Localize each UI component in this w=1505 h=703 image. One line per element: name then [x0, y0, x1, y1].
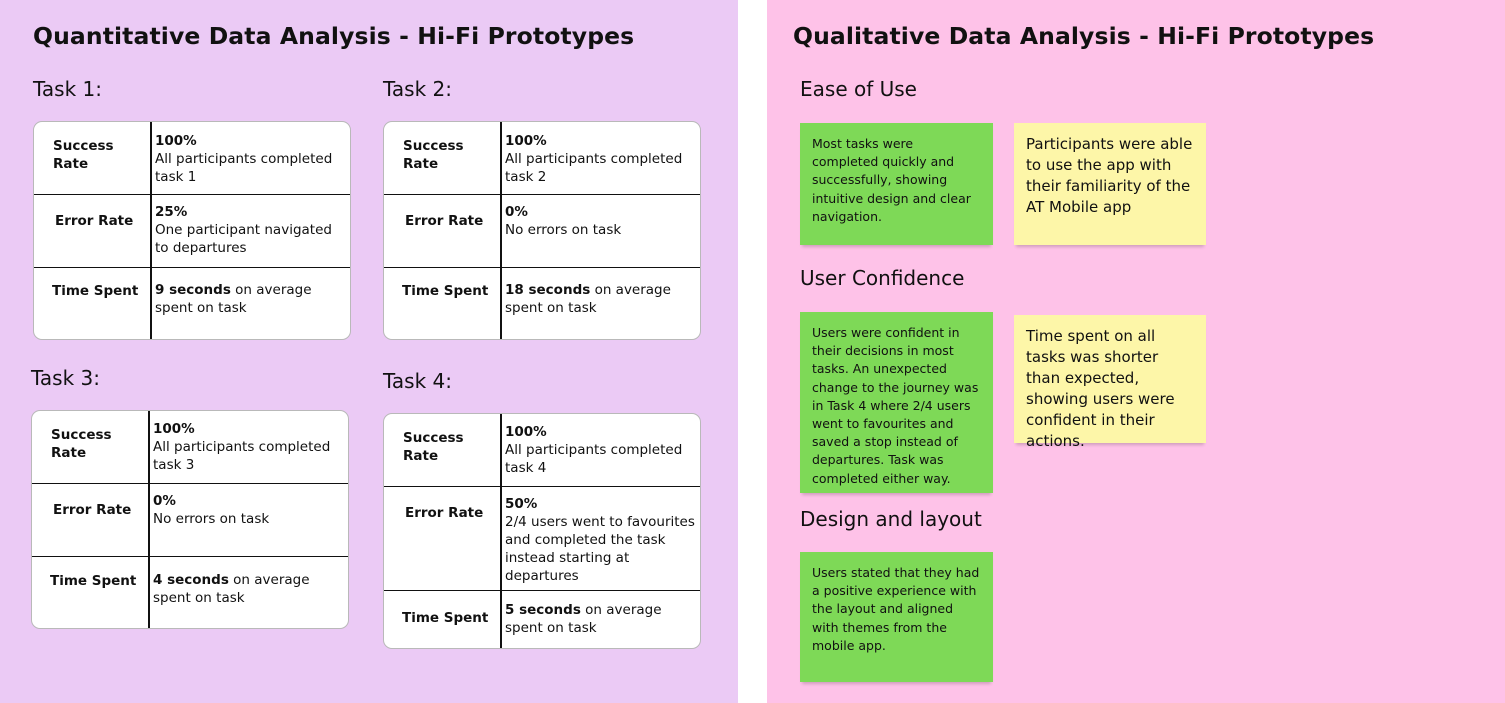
time-spent-description: on average spent on task — [155, 282, 312, 316]
note-text: Most tasks were completed quickly and successfully, showing intuitive design and clear navigation. — [812, 136, 971, 224]
ease-of-use-label: Ease of Use — [800, 77, 917, 101]
error-rate-label: Error Rate — [405, 213, 484, 229]
success-rate-label: Success Rate — [53, 138, 114, 172]
success-rate-label: Success Rate — [51, 427, 112, 461]
task-1-table — [33, 121, 351, 340]
success-rate-row — [34, 122, 350, 194]
note-text: Users were confident in their decisions in most tasks. An unexpected change to the journey was in Task 4 where 2/4 users went to favourites and saved a stop instead of departures. Task was completed either way. — [812, 325, 979, 486]
quantitative-panel — [0, 0, 738, 703]
task-1-label: Task 1: — [33, 77, 102, 101]
error-rate-value: 50% — [505, 496, 538, 512]
yellow-sticky-note — [1014, 123, 1206, 245]
success-rate-label: Success Rate — [403, 138, 464, 172]
note-text: Time spent on all tasks was shorter than expected, showing users were confident in their actions. — [1026, 327, 1175, 450]
time-spent-label: Time Spent — [402, 610, 489, 626]
note-text: Users stated that they had a positive experience with the layout and aligned with themes from the mobile app. — [812, 565, 980, 653]
task-3-table — [31, 410, 349, 629]
note-text: Participants were able to use the app with their familiarity of the AT Mobile app — [1026, 135, 1193, 216]
time-spent-label: Time Spent — [50, 573, 137, 589]
qualitative-panel — [767, 0, 1505, 703]
time-spent-row — [384, 267, 700, 340]
success-rate-row — [384, 414, 700, 486]
task-4-table — [383, 413, 701, 649]
success-rate-value: 100% — [155, 133, 197, 149]
time-spent-row — [34, 267, 350, 340]
qualitative-title: Qualitative Data Analysis - Hi-Fi Prototypes — [793, 22, 1375, 50]
error-rate-value: 0% — [505, 204, 528, 220]
error-rate-label: Error Rate — [55, 213, 134, 229]
time-spent-value: 9 seconds — [155, 282, 231, 298]
task-4-label: Task 4: — [383, 369, 452, 393]
error-rate-description: 2/4 users went to favourites and completed the task instead starting at departures — [505, 514, 695, 584]
time-spent-row — [32, 556, 348, 629]
green-sticky-note — [800, 123, 993, 245]
task-2-label: Task 2: — [383, 77, 452, 101]
error-rate-value: 25% — [155, 204, 188, 220]
success-rate-description: All participants completed task 1 — [155, 151, 333, 185]
error-rate-row — [32, 483, 348, 556]
success-rate-description: All participants completed task 4 — [505, 442, 683, 476]
success-rate-row — [32, 411, 348, 483]
time-spent-description: on average spent on task — [505, 282, 671, 316]
success-rate-value: 100% — [505, 424, 547, 440]
success-rate-value: 100% — [505, 133, 547, 149]
time-spent-description: on average spent on task — [153, 572, 310, 606]
green-sticky-note — [800, 312, 993, 493]
design-and-layout-label: Design and layout — [800, 507, 982, 531]
error-rate-label: Error Rate — [53, 502, 132, 518]
success-rate-value: 100% — [153, 421, 195, 437]
success-rate-description: All participants completed task 3 — [153, 439, 331, 473]
time-spent-label: Time Spent — [52, 283, 139, 299]
green-sticky-note — [800, 552, 993, 682]
error-rate-row — [384, 194, 700, 267]
task-2-table — [383, 121, 701, 340]
error-rate-row — [34, 194, 350, 267]
yellow-sticky-note — [1014, 315, 1206, 450]
success-rate-label: Success Rate — [403, 430, 464, 464]
error-rate-description: No errors on task — [505, 222, 622, 238]
error-rate-value: 0% — [153, 493, 176, 509]
error-rate-description: One participant navigated to departures — [155, 222, 332, 256]
time-spent-value: 5 seconds — [505, 602, 581, 618]
error-rate-label: Error Rate — [405, 505, 484, 521]
time-spent-label: Time Spent — [402, 283, 489, 299]
time-spent-value: 18 seconds — [505, 282, 591, 298]
quantitative-title: Quantitative Data Analysis - Hi-Fi Prototypes — [33, 22, 635, 50]
success-rate-row — [384, 122, 700, 194]
error-rate-row — [384, 486, 700, 590]
time-spent-row — [384, 590, 700, 649]
time-spent-description: on average spent on task — [505, 602, 662, 636]
success-rate-description: All participants completed task 2 — [505, 151, 683, 185]
time-spent-value: 4 seconds — [153, 572, 229, 588]
task-3-label: Task 3: — [31, 366, 100, 390]
user-confidence-label: User Confidence — [800, 266, 965, 290]
error-rate-description: No errors on task — [153, 511, 270, 527]
